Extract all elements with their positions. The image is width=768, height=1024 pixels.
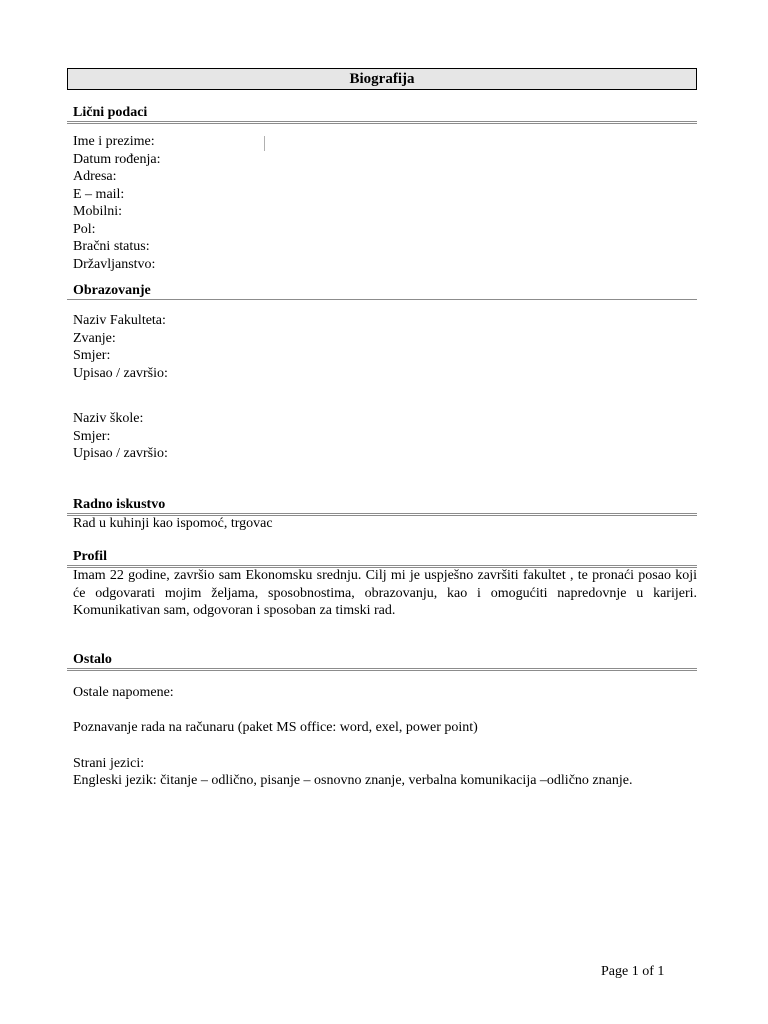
- education-faculty: [67, 312, 697, 382]
- field-faculty-years: Upisao / završio:: [73, 365, 168, 381]
- field-school-years: Upisao / završio:: [73, 446, 168, 461]
- other-english: Engleski jezik: čitanje – odlično, pisanje – osnovno znanje, verbalna komunikacija –odlično znanje.: [73, 773, 633, 788]
- field-faculty-name: Naziv Fakulteta:: [73, 313, 166, 328]
- section-heading-experience: Radno iskustvo: [73, 496, 166, 512]
- section-heading-personal: Lični podaci: [73, 105, 148, 120]
- other-languages-label: Strani jezici:: [73, 755, 145, 771]
- field-email: E – mail:: [73, 186, 125, 202]
- document-page: [67, 68, 697, 790]
- section-heading-education: Obrazovanje: [73, 283, 151, 298]
- profile-text: Imam 22 godine, završio sam Ekonomsku srednju. Cilj mi je uspješno završiti fakultet , te pronaći posao koji će odgovarati mojim željama, sposobnostima, obrazovanju, kao i omogućiti napredovnje u karijeri. Komunikativan sam, odgovoran i sposoban za timski rad.: [73, 568, 697, 618]
- other-computer-skills: Poznavanje rada na računaru (paket MS office: word, exel, power point): [73, 720, 478, 735]
- field-address: Adresa:: [73, 169, 117, 184]
- education-school: [67, 410, 697, 463]
- field-mobile: Mobilni:: [73, 204, 123, 219]
- section-heading-profile: Profil: [73, 549, 107, 564]
- field-gender: Pol:: [73, 221, 96, 237]
- experience-text: Rad u kuhinji kao ispomoć, trgovac: [73, 515, 273, 531]
- field-birthdate: Datum rođenja:: [73, 151, 161, 167]
- field-school-name: Naziv škole:: [73, 411, 144, 426]
- field-degree: Zvanje:: [73, 330, 116, 346]
- section-heading-other: Ostalo: [73, 651, 112, 667]
- field-school-major: Smjer:: [73, 428, 111, 444]
- document-title: Biografija: [67, 68, 697, 90]
- field-divider: [264, 136, 265, 151]
- field-citizenship: Državljanstvo:: [73, 256, 156, 272]
- field-faculty-major: Smjer:: [73, 348, 111, 363]
- field-name: Ime i prezime:: [73, 134, 155, 149]
- other-notes: Ostale napomene:: [73, 684, 174, 700]
- field-marital-status: Bračni status:: [73, 239, 150, 254]
- personal-fields: [67, 133, 697, 273]
- page-number: Page 1 of 1: [601, 964, 665, 979]
